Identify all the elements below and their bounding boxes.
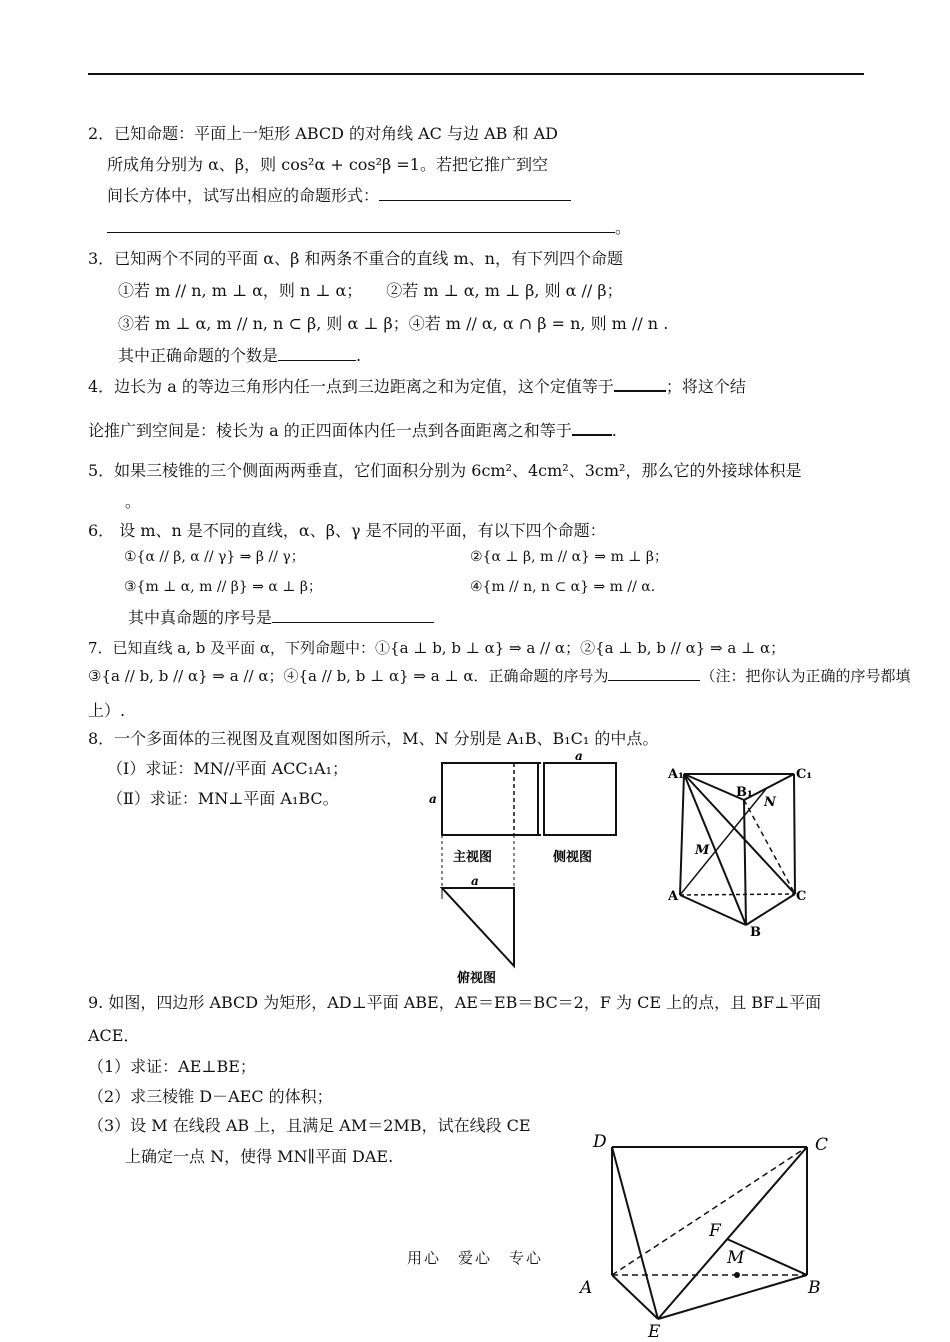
q7-line2-end: （注：把你认为正确的序号都填 [700,667,911,685]
q3-line4 [118,345,361,367]
label-a1: A₁ [668,767,684,782]
q9-figure [575,1125,835,1340]
q9-line4: （2）求三棱锥 D－AEC 的体积； [88,1087,333,1106]
label-m: M [727,1248,745,1268]
top-view-triangle [442,888,514,966]
q8-line1: 8．一个多面体的三视图及直观图如图所示，M、N 分别是 A₁B、B₁C₁ 的中点。 [88,729,659,748]
q6-line4-text: 其中真命题的序号是 [128,608,273,627]
label-b: B [750,925,761,940]
three-view-figure [425,748,625,988]
side-view-rect [544,763,616,835]
q4-line1-end: ；将这个结 [665,377,746,396]
q5-line2: 。 [125,492,142,511]
top-view-label: 俯视图 [457,971,497,986]
front-height-label: a [429,792,437,806]
q6-answer-blank[interactable] [272,622,434,623]
q7-line3: 上）. [88,701,126,720]
q9-line5: （3）设 M 在线段 AB 上，且满足 AM＝2MB，试在线段 CE [88,1116,531,1135]
label-b: B [808,1278,821,1298]
q4-answer-blank-2[interactable] [572,434,612,436]
point-m [734,1272,740,1278]
label-b1: B₁ [736,785,753,800]
label-c1: C₁ [796,767,813,782]
q7-line2 [88,665,910,687]
q9-line1: 9. 如图，四边形 ABCD 为矩形，AD⊥平面 ABE，AE＝EB＝BC＝2，F 为 CE 上的点，且 BF⊥平面 [88,993,822,1012]
q2-line3 [107,185,571,207]
label-c: C [815,1135,829,1155]
q7-line2-text: ③{a // b, b // α} ⇒ a // α；④{a // b, b ⊥ α} ⇒ a ⊥ α．正确命题的序号为 [88,667,609,685]
q8-line2: （Ⅰ）求证：MN//平面 ACC₁A₁； [107,759,348,778]
q2-answer-blank[interactable] [379,200,571,201]
q3-answer-blank[interactable] [278,360,356,361]
q6-line4 [128,607,434,629]
q7-line1: 7．已知直线 a, b 及平面 α，下列命题中：①{a ⊥ b, b ⊥ α} ⇒ a // α；②{a ⊥ b, b // α} ⇒ a ⊥ α； [88,639,786,657]
front-view-rect [442,763,538,835]
front-view-label: 主视图 [453,850,493,865]
q2-line3-text: 间长方体中，试写出相应的命题形式： [107,186,380,205]
q4-answer-blank-1[interactable] [614,390,666,392]
q4-line1 [88,376,746,398]
label-a: A [580,1278,593,1298]
edge-de [612,1147,658,1319]
label-d: D [593,1132,607,1152]
label-n: N [764,795,776,810]
q2-line1: 2．已知命题：平面上一矩形 ABCD 的对角线 AC 与边 AB 和 AD [88,124,558,143]
q3-line2: ①若 m // n, m ⊥ α，则 n ⊥ α； ②若 m ⊥ α, m ⊥ β, 则 α // β； [118,281,623,300]
q2-line4 [107,217,631,239]
q6-line1: 6． 设 m、n 是不同的直线，α、β、γ 是不同的平面，有以下四个命题： [88,521,606,540]
side-width-label: a [575,749,583,763]
q4-line2 [88,420,617,442]
q3-line3: ③若 m ⊥ α, m // n, n ⊂ β, 则 α ⊥ β；④若 m // α, α ∩ β = n, 则 m // n . [118,314,669,333]
q7-answer-blank[interactable] [608,680,700,681]
q3-line4-end: . [356,346,362,365]
page-footer: 用心 爱心 专心 [406,1249,543,1267]
q6-prop3: ③{m ⊥ α, m // β} ⇒ α ⊥ β； [124,579,323,595]
q9-line3: （1）求证：AE⊥BE； [88,1057,256,1076]
q3-line1: 3．已知两个不同的平面 α、β 和两条不重合的直线 m、n，有下列四个命题 [88,249,623,268]
q5-line1: 5．如果三棱锥的三个侧面两两垂直，它们面积分别为 6cm²、4cm²、3cm²，那么它的外接球体积是 [88,461,802,480]
header-rule [88,73,864,75]
q2-line2: 所成角分别为 α、β，则 cos²α + cos²β =1。若把它推广到空 [107,155,548,174]
q9-line6: 上确定一点 N，使得 MN∥平面 DAE. [125,1147,394,1166]
q4-line2-text: 论推广到空间是：棱长为 a 的正四面体内任一点到各面距离之和等于 [88,421,572,440]
top-width-label: a [471,874,479,888]
label-a: A [668,889,679,904]
label-m: M [695,843,710,858]
label-e: E [648,1322,661,1340]
edge-ce [658,1147,807,1319]
q6-prop2: ②{α ⊥ β, m // α} ⇒ m ⊥ β； [470,549,669,565]
q9-line2: ACE． [88,1026,140,1045]
prism-figure [660,760,820,940]
label-c: C [796,889,807,904]
q2-line4-end: 。 [615,218,632,237]
q6-prop4: ④{m // n, n ⊂ α} ⇒ m // α. [470,579,656,595]
label-f: F [709,1221,721,1241]
q2-answer-blank-2[interactable] [107,232,615,233]
q4-line2-end: . [611,421,617,440]
edge-eb [658,1275,807,1319]
q4-line1-text: 4．边长为 a 的等边三角形内任一点到三边距离之和为定值，这个定值等于 [88,377,614,396]
q6-prop1: ①{α // β, α // γ} ⇒ β // γ； [124,549,305,565]
side-view-label: 侧视图 [553,850,593,865]
q3-line4-text: 其中正确命题的个数是 [118,346,279,365]
q8-line3: （Ⅱ）求证：MN⊥平面 A₁BC。 [107,789,339,808]
